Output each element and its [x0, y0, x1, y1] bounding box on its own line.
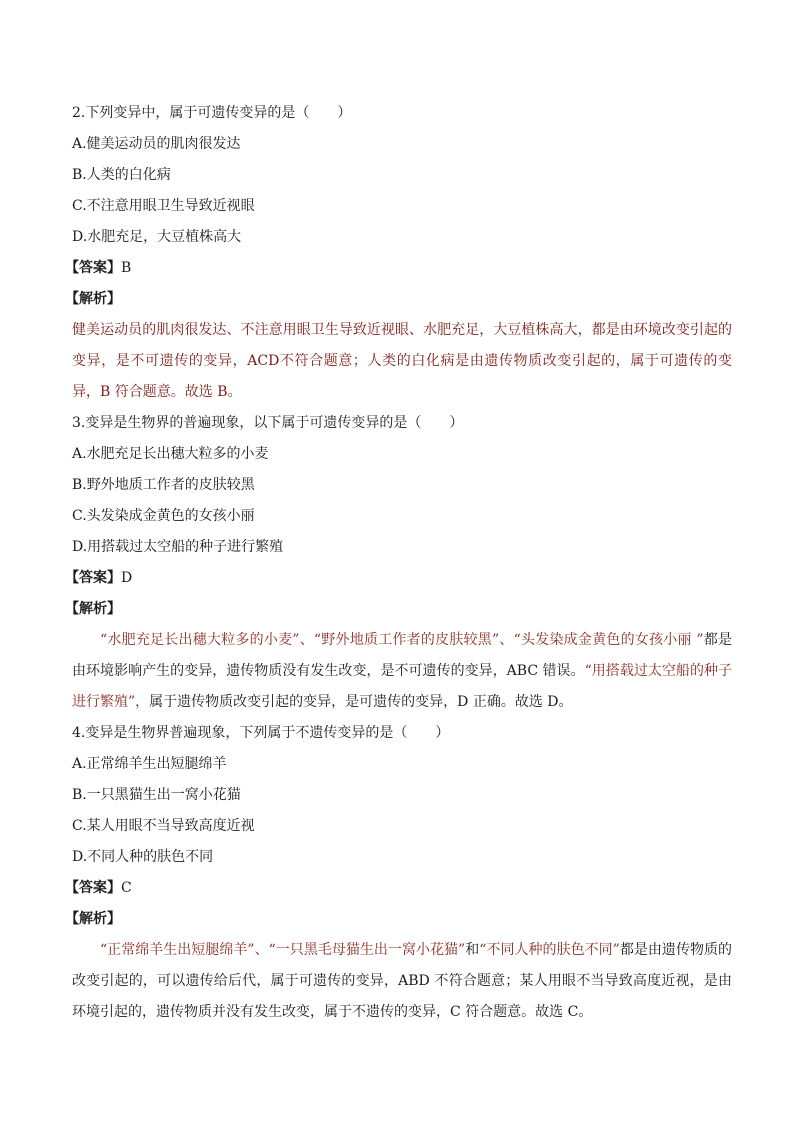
question-2 [65, 98, 732, 408]
option-b: B.人类的白化病 [72, 167, 171, 183]
option-a: A.水肥充足长出穗大粒多的小麦 [72, 446, 269, 462]
option-b: B.野外地质工作者的皮肤较黑 [72, 477, 255, 493]
answer-value: D [121, 570, 133, 586]
explanation-quote: “不同人种的肤色不同” [479, 942, 620, 958]
option-d: D.用搭载过太空船的种子进行繁殖 [72, 539, 284, 555]
explanation-quote: “水肥充足长出穗大粒多的小麦”、“野外地质工作者的皮肤较黑”、“头发染成金黄色的女孩小丽 ” [100, 632, 704, 648]
explanation [72, 625, 732, 718]
analysis-label: 【解析】 [65, 601, 121, 617]
option-c: C.不注意用眼卫生导致近视眼 [72, 198, 255, 214]
option-a: A.健美运动员的肌肉很发达 [72, 136, 241, 152]
answer-value: B [121, 260, 132, 276]
option-a: A.正常绵羊生出短腿绵羊 [72, 756, 227, 772]
explanation-quote: “正常绵羊生出短腿绵羊”、“一只黑毛母猫生出一窝小花猫” [100, 942, 466, 958]
question-stem: 4.变异是生物界普遍现象，下列属于不遗传变异的是（ ） [72, 725, 450, 741]
explanation [72, 935, 732, 1028]
explanation-text: 属于遗传物质改变引起的变异，是可遗传的变异，D 正确。故选 D。 [149, 694, 573, 710]
answer-label: 【答案】 [65, 570, 121, 586]
answer-line [65, 873, 732, 904]
analysis-label: 【解析】 [65, 291, 121, 307]
analysis-label: 【解析】 [65, 911, 121, 927]
explanation-quote: “用搭载过太空船的种子进行繁殖”， [72, 663, 732, 710]
answer-label: 【答案】 [65, 260, 121, 276]
option-c: C.某人用眼不当导致高度近视 [72, 818, 255, 834]
option-d: D.不同人种的肤色不同 [72, 849, 214, 865]
answer-value: C [121, 880, 132, 896]
answer-line [65, 253, 732, 284]
explanation: 健美运动员的肌肉很发达、不注意用眼卫生导致近视眼、水肥充足，大豆植株高大，都是由环境改变引起的变异，是不可遗传的变异，ACD不符合题意；人类的白化病是由遗传物质改变引起的，属于可遗传的变异，B 符合题意。故选 B。 [72, 322, 732, 400]
option-c: C.头发染成金黄色的女孩小丽 [72, 508, 255, 524]
document-page [65, 98, 733, 1028]
option-d: D.水肥充足，大豆植株高大 [72, 229, 242, 245]
explanation-text: 都是由环境影响产生的变异，遗传物质没有发生改变，是不可遗传的变异，ABC 错误。 [72, 632, 732, 679]
option-b: B.一只黑猫生出一窝小花猫 [72, 787, 241, 803]
explanation-text: 和 [465, 942, 480, 958]
question-stem: 2.下列变异中，属于可遗传变异的是（ ） [72, 105, 352, 121]
question-4 [65, 718, 733, 1028]
answer-line [65, 563, 732, 594]
explanation-text: 都是由遗传物质的改变引起的，可以遗传给后代，属于可遗传的变异，ABD 不符合题意；某人用眼不当导致高度近视，是由环境引起的，遗传物质并没有发生改变，属于不遗传的变异，C 符合题意。故选 C。 [72, 942, 733, 1020]
answer-label: 【答案】 [65, 880, 121, 896]
question-3 [65, 408, 732, 718]
question-stem: 3.变异是生物界的普遍现象，以下属于可遗传变异的是（ ） [72, 415, 464, 431]
